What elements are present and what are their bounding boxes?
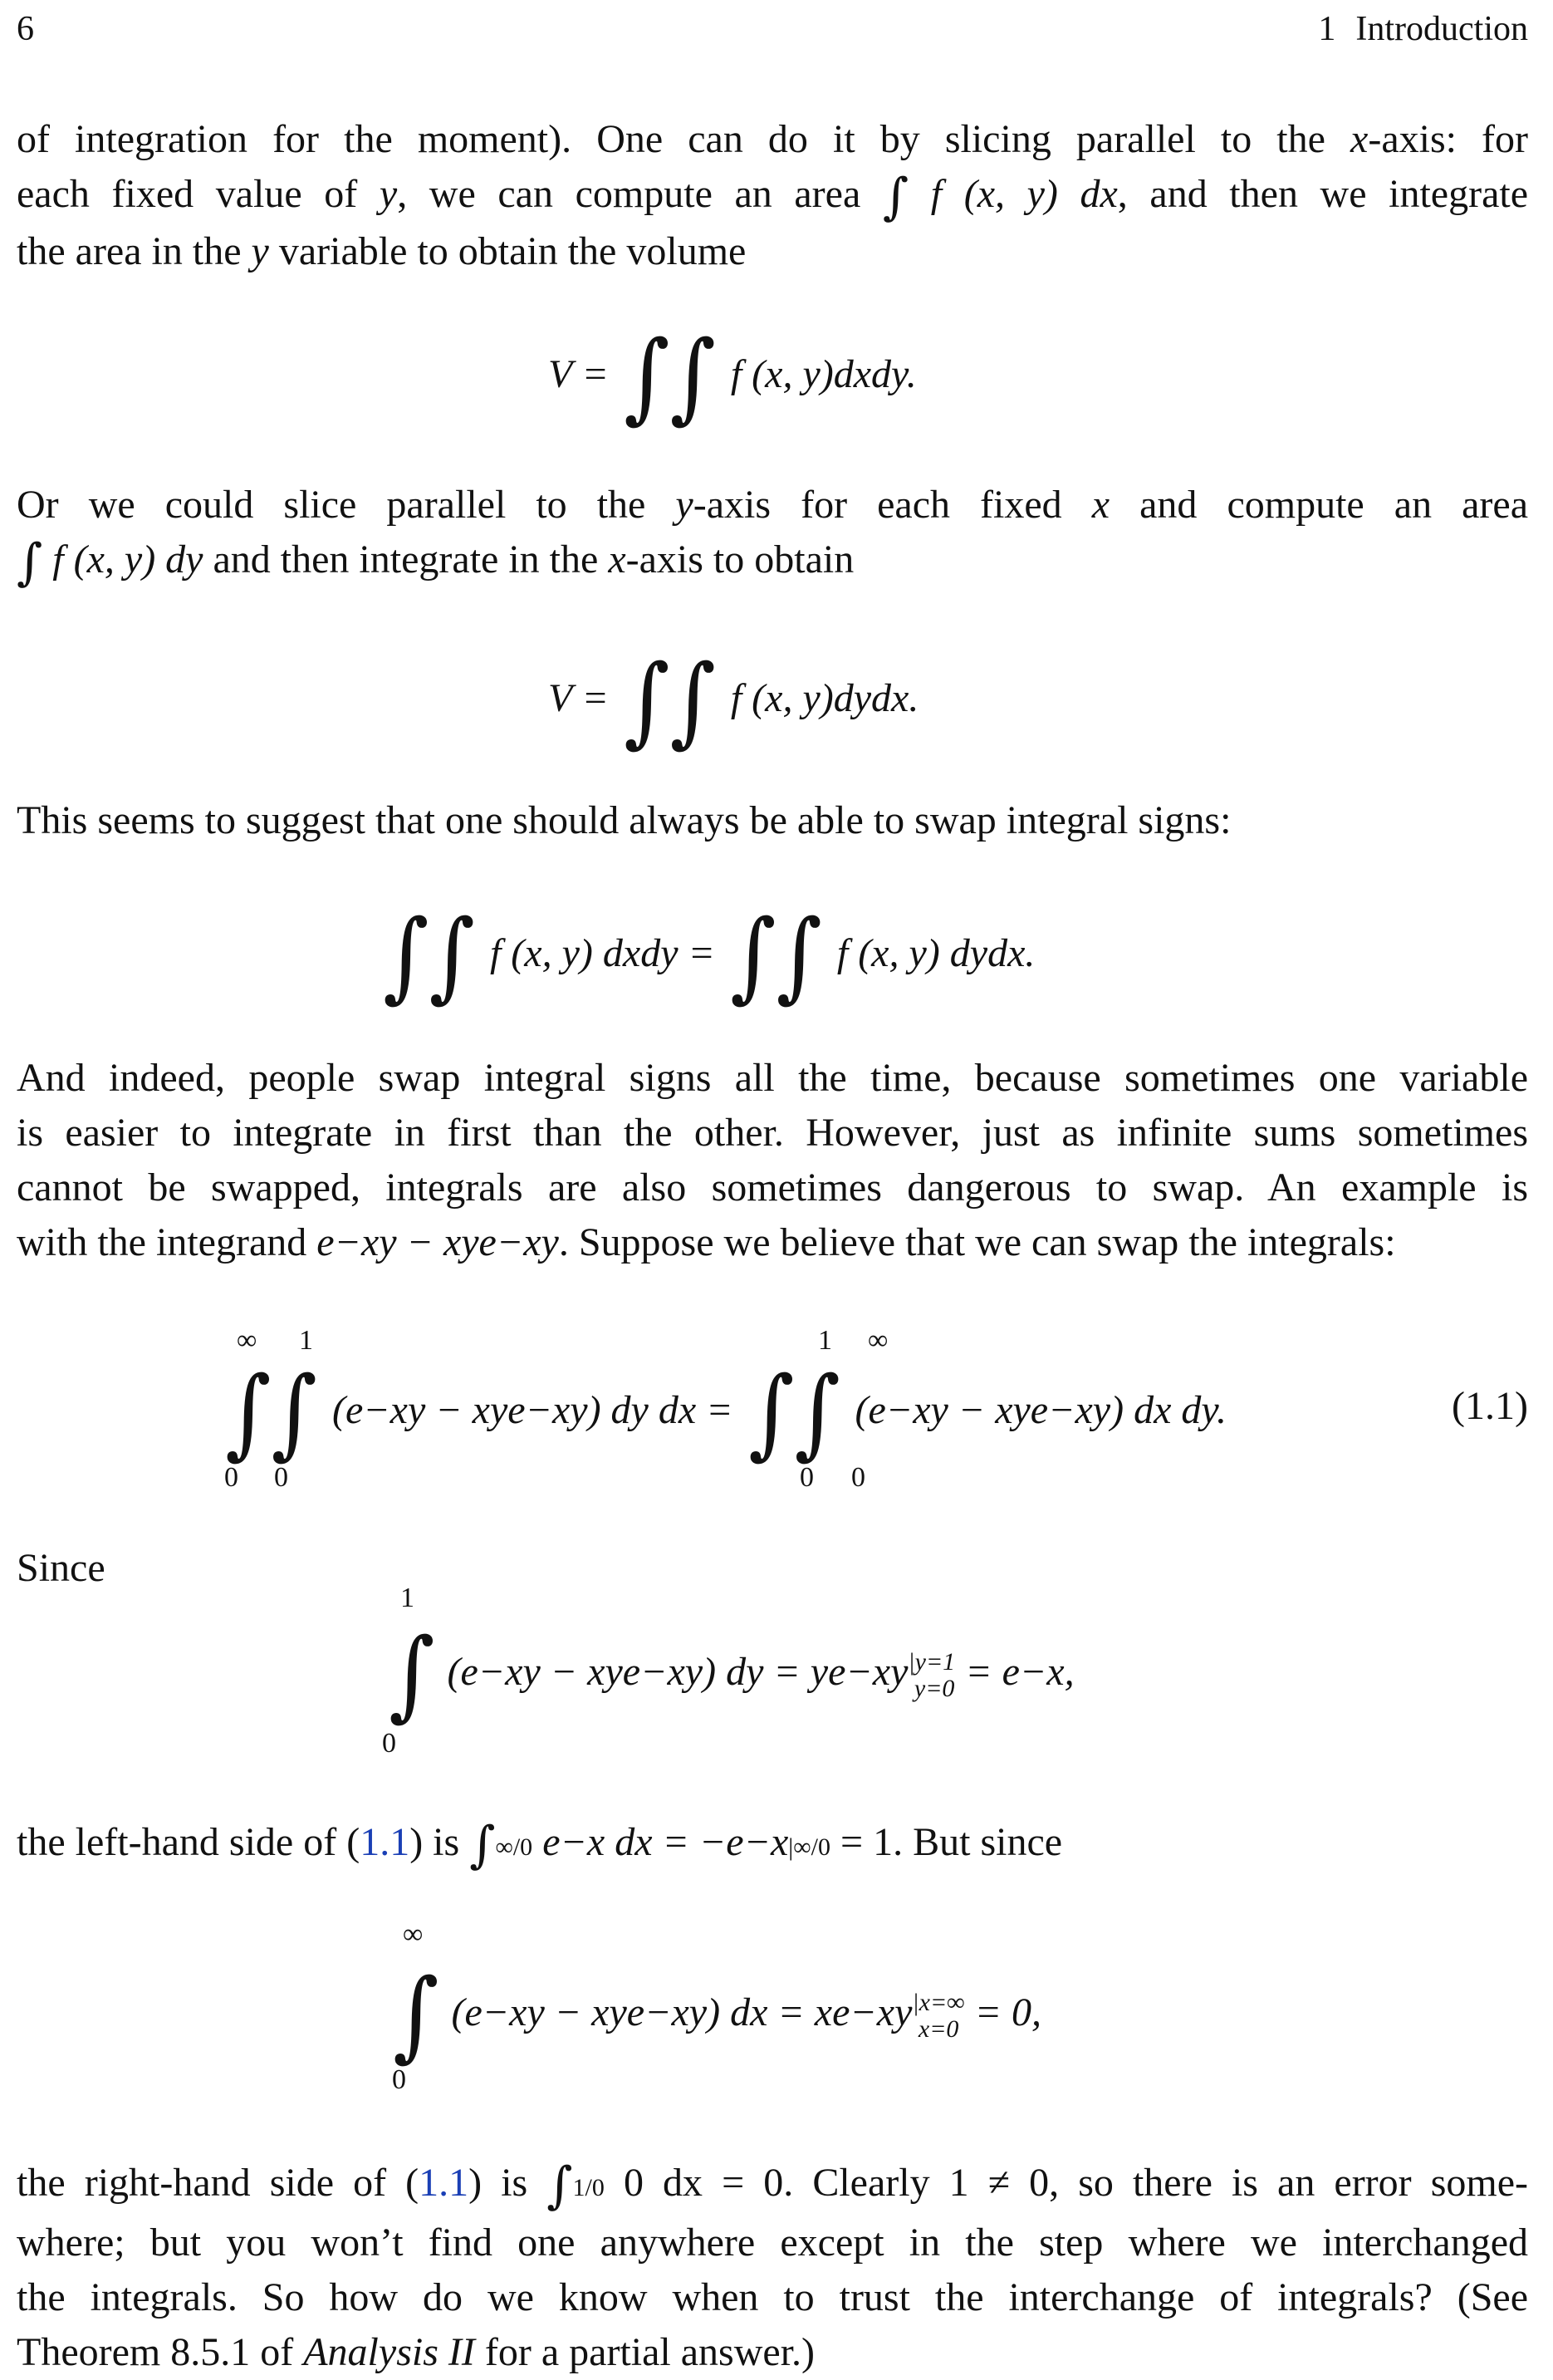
text: -axis to obtain <box>625 537 855 582</box>
math-var: y <box>675 483 693 527</box>
upper-limit: 1 <box>818 1325 832 1356</box>
math-var: x <box>1350 117 1369 161</box>
math-expression: = e−x, <box>965 1650 1075 1694</box>
book-title: Analysis II <box>303 2330 475 2374</box>
evaluation-bar: |y=1 y=0 <box>908 1647 956 1702</box>
double-integral-sign: ∫∫ <box>623 319 716 434</box>
text: Or we could slice parallel to the <box>17 483 676 527</box>
lower-limit: 0 <box>851 1462 865 1493</box>
text: where; but you won’t find one anywhere except in the step where we interchanged <box>17 2221 1528 2265</box>
text: And indeed, people swap integral signs all the time, because sometimes one variable <box>17 1056 1528 1100</box>
equation-link[interactable]: 1.1 <box>360 1820 410 1864</box>
text: cannot be swapped, integrals are also sometimes dangerous to swap. An example is <box>17 1165 1528 1210</box>
integral-sign: ∫ <box>389 1617 435 1731</box>
integral-limits: 1/0 <box>572 2174 605 2201</box>
math-expression: e−x dx = −e−x <box>542 1820 789 1864</box>
paragraph-3 <box>17 793 1528 848</box>
double-integral-sign: ∫∫ <box>747 1355 840 1470</box>
text: each fixed value of <box>17 172 380 216</box>
math-expression: V = <box>548 676 609 720</box>
text: ) is <box>409 1820 470 1864</box>
text: with the integrand <box>17 1220 317 1264</box>
paragraph-2 <box>17 478 1528 590</box>
math-expression: f (x, y)dydx. <box>730 676 919 720</box>
math-expression: V = <box>548 352 609 396</box>
text: of integration for the moment). One can do it by slicing parallel to the <box>17 117 1351 161</box>
lower-limit: 0 <box>392 2064 406 2095</box>
upper-limit: ∞ <box>868 1325 889 1356</box>
math-expression: f (x, y)dxdy. <box>730 352 917 396</box>
math-expression: f (x, y) dx <box>930 172 1118 216</box>
lower-limit: 0 <box>224 1462 238 1493</box>
text: ) is <box>468 2161 547 2205</box>
equation-volume-1 <box>548 319 917 434</box>
math-expression: (e−xy − xye−xy) dy dx = <box>331 1388 733 1432</box>
equation-link[interactable]: 1.1 <box>419 2161 469 2205</box>
double-integral-sign: ∫∫ <box>730 898 822 1013</box>
text: -axis for each fixed <box>693 483 1092 527</box>
text: the area in the <box>17 229 252 273</box>
text: the right-hand side of ( <box>17 2161 419 2205</box>
text: is easier to integrate in first than the other. However, just as infinite sums sometimes <box>17 1111 1528 1155</box>
text: . Suppose we believe that we can swap the integrals: <box>558 1220 1396 1264</box>
upper-limit: ∞ <box>403 1919 424 1950</box>
equation-1-1-body <box>220 1355 1227 1470</box>
lower-limit: 0 <box>800 1462 814 1493</box>
integral-sign: ∫ <box>393 1957 439 2072</box>
chapter-title: Introduction <box>1355 10 1528 48</box>
upper-limit: 1 <box>400 1583 414 1613</box>
equation-swap <box>378 898 1036 1013</box>
text: Since <box>17 1546 105 1590</box>
text: and compute an area <box>1110 483 1529 527</box>
integral-sign: ∫ <box>469 1816 496 1874</box>
text: , we can compute an area <box>397 172 883 216</box>
double-integral-sign: ∫∫ <box>225 1355 317 1470</box>
equation-since-body <box>386 1617 1075 1731</box>
lower-limit: 0 <box>274 1462 288 1493</box>
double-integral-sign: ∫∫ <box>383 898 475 1013</box>
math-var: x <box>608 537 626 582</box>
equation-but-since-body <box>390 1957 1041 2072</box>
paragraph-5 <box>17 1541 1528 1596</box>
integral-sign: ∫ <box>546 2157 573 2215</box>
double-integral-sign: ∫∫ <box>623 643 716 758</box>
math-expression: f (x, y) dxdy = <box>489 931 715 975</box>
math-expression: (e−xy − xye−xy) dy = ye−xy <box>447 1650 909 1694</box>
text: -axis: for <box>1368 117 1529 161</box>
page-number: 6 <box>17 10 34 48</box>
math-expression: 0 dx = 0 <box>623 2161 784 2205</box>
equation-volume-2 <box>548 643 919 758</box>
math-var: x <box>1091 483 1110 527</box>
chapter-number: 1 <box>1318 10 1336 48</box>
math-expression: (e−xy − xye−xy) dx dy. <box>855 1388 1227 1432</box>
text: . Clearly 1 ≠ 0, so there is an error some- <box>783 2161 1529 2205</box>
integral-sign: ∫ <box>17 533 43 591</box>
paragraph-7 <box>17 2156 1528 2380</box>
text: , and then we integrate <box>1117 172 1529 216</box>
math-expression: = 0, <box>974 1990 1041 2034</box>
text: variable to obtain the volume <box>268 229 747 273</box>
text: for a partial answer.) <box>474 2330 816 2374</box>
math-var: y <box>379 172 398 216</box>
upper-limit: ∞ <box>237 1325 257 1356</box>
page-header <box>17 0 1528 66</box>
text: and then integrate in the <box>203 537 609 582</box>
text: the left-hand side of ( <box>17 1820 360 1864</box>
text: Theorem 8.5.1 of <box>17 2330 304 2374</box>
integral-limits: ∞/0 <box>495 1833 533 1861</box>
math-expression: = 1 <box>840 1820 894 1864</box>
text: . But since <box>893 1820 1063 1864</box>
running-head <box>1318 0 1528 58</box>
math-var: y <box>251 229 269 273</box>
math-expression: f (x, y) dydx. <box>836 931 1036 975</box>
paragraph-4 <box>17 1051 1528 1270</box>
math-expression: f (x, y) dy <box>52 537 203 582</box>
equation-number: (1.1) <box>1452 1384 1528 1428</box>
integral-sign: ∫ <box>882 168 909 226</box>
evaluation-bar: |x=∞ x=0 <box>912 1988 965 2043</box>
math-expression: e−xy − xye−xy <box>316 1220 559 1264</box>
text: the integrals. So how do we know when to trust the interchange of integrals? (See <box>17 2275 1528 2319</box>
evaluation-bar: |∞/0 <box>788 1833 831 1861</box>
paragraph-1 <box>17 112 1528 279</box>
lower-limit: 0 <box>382 1728 396 1759</box>
upper-limit: 1 <box>299 1325 313 1356</box>
math-expression: (e−xy − xye−xy) dx = xe−xy <box>451 1990 913 2034</box>
paragraph-6 <box>17 1815 1528 1875</box>
text: This seems to suggest that one should always be able to swap integral signs: <box>17 798 1232 842</box>
